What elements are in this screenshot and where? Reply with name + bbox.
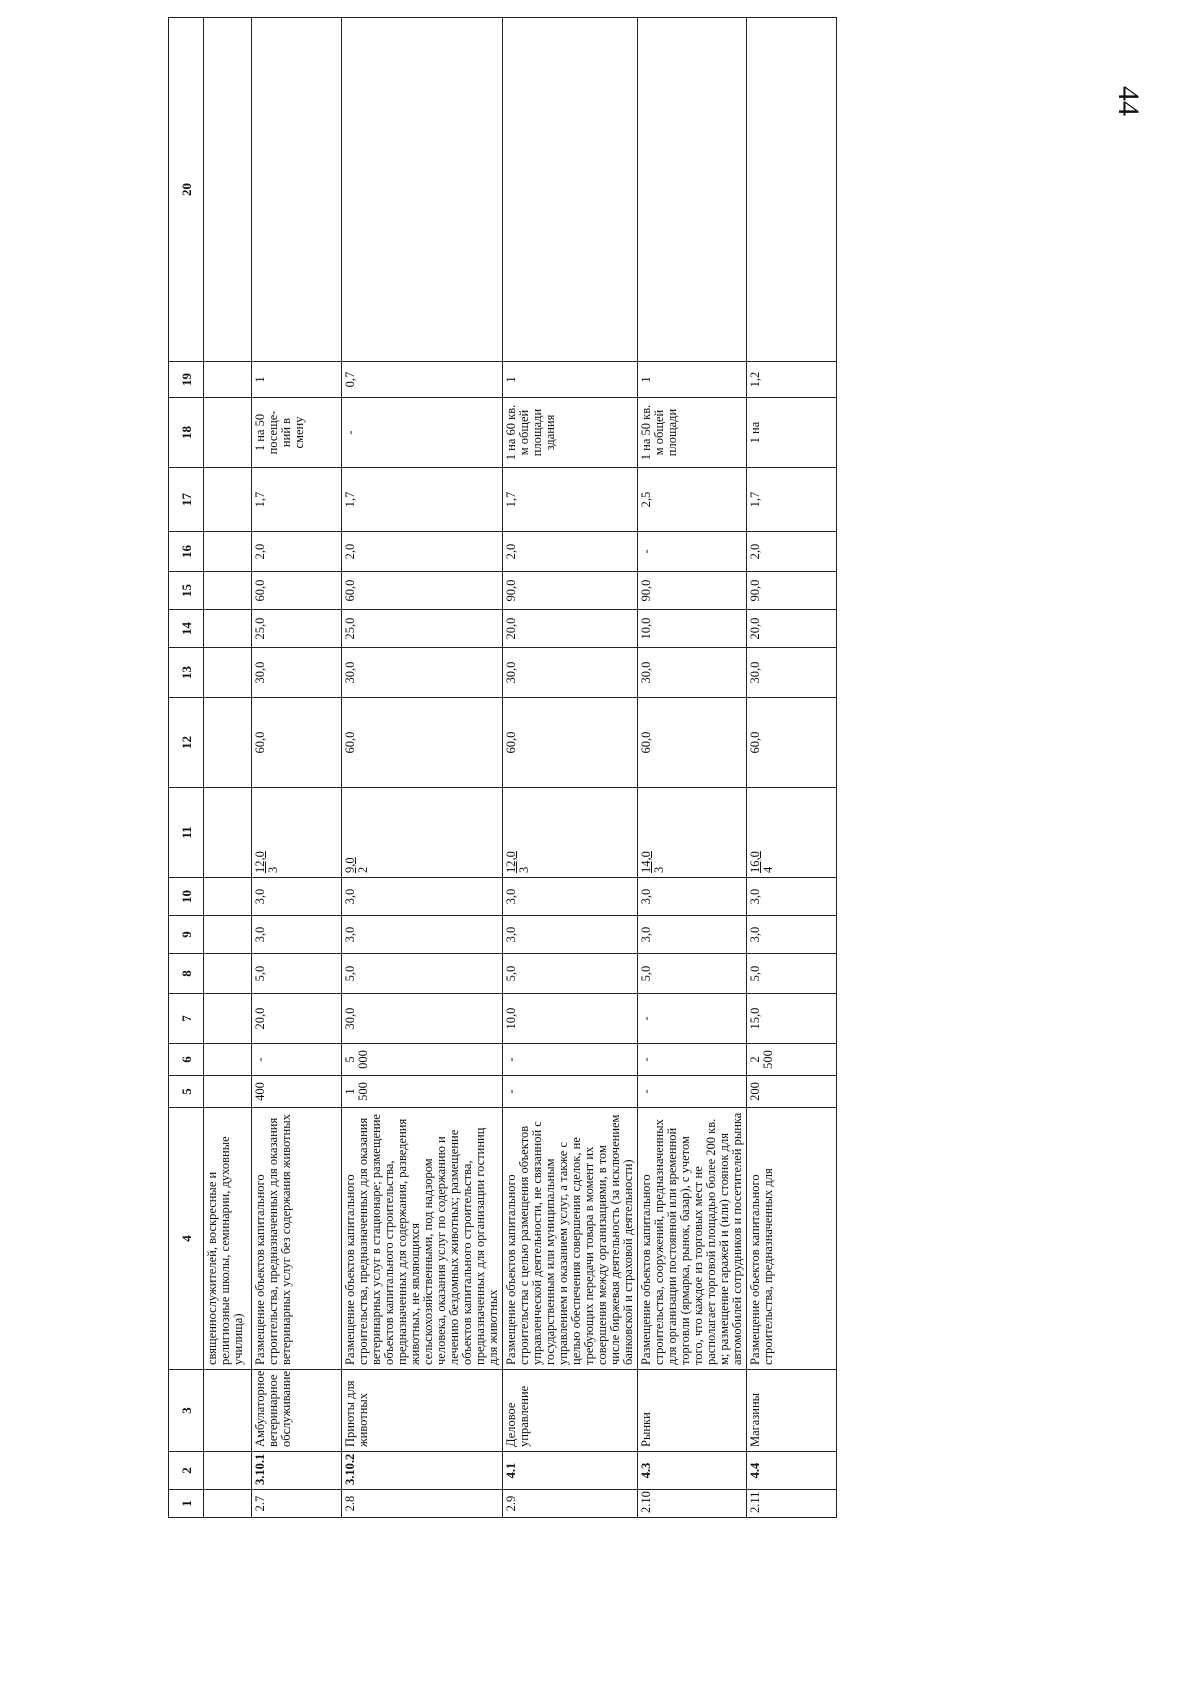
cell-c7: 30,0 — [342, 994, 503, 1044]
cell-c16: - — [638, 532, 747, 572]
cell-fraction — [204, 788, 252, 878]
column-header: 15 — [169, 572, 204, 610]
fraction-numerator: 16,0 — [748, 851, 762, 873]
fraction-numerator: 12,0 — [504, 851, 518, 873]
cell-c7: 10,0 — [503, 994, 638, 1044]
cell-c1: 2.10 — [638, 1490, 747, 1518]
cell-c2: 4.3 — [638, 1452, 747, 1490]
rotated-table-wrapper — [168, 118, 1068, 1518]
column-header: 19 — [169, 362, 204, 398]
column-header: 7 — [169, 994, 204, 1044]
cell-c16: 2,0 — [342, 532, 503, 572]
cell-c8 — [204, 954, 252, 994]
cell-c10: 3,0 — [747, 878, 837, 916]
cell-c18 — [204, 398, 252, 468]
table-body — [204, 18, 837, 1518]
cell-c3: Магазины — [747, 1370, 837, 1452]
cell-c5: - — [638, 1076, 747, 1108]
cell-c6 — [204, 1044, 252, 1076]
cell-c9 — [204, 916, 252, 954]
cell-c15: 90,0 — [503, 572, 638, 610]
cell-c16: 2,0 — [747, 532, 837, 572]
cell-c20 — [252, 18, 342, 362]
cell-c5: - — [503, 1076, 638, 1108]
column-header: 18 — [169, 398, 204, 468]
cell-c3: Приюты для животных — [342, 1370, 503, 1452]
fraction-numerator: 14,0 — [639, 851, 653, 873]
table-row — [747, 18, 837, 1518]
cell-c9: 3,0 — [252, 916, 342, 954]
column-header: 3 — [169, 1370, 204, 1452]
cell-c12: 60,0 — [342, 698, 503, 788]
cell-c1: 2.7 — [252, 1490, 342, 1518]
cell-c3 — [204, 1370, 252, 1452]
cell-c7: 15,0 — [747, 994, 837, 1044]
column-header: 6 — [169, 1044, 204, 1076]
zoning-parameters-table — [168, 17, 837, 1518]
cell-c4: Размещение объектов капитального строительства, сооружений, предназначенных для организации постоянной или временной торговли (ярмарка, рынок, базар), с учетом того, что каждое из торговых мест не располагает торговой площадью более 200 кв. м; размещение гаражей и (или) стоянок для автомобилей сотрудников и посетителей рынка — [638, 1108, 747, 1370]
cell-c15: 60,0 — [342, 572, 503, 610]
cell-c20 — [503, 18, 638, 362]
cell-c2: 4.4 — [747, 1452, 837, 1490]
cell-c15: 90,0 — [638, 572, 747, 610]
cell-fraction — [342, 788, 503, 878]
cell-c16: 2,0 — [503, 532, 638, 572]
cell-c18: 1 на 60 кв. м общей площади здания — [503, 398, 638, 468]
cell-fraction — [252, 788, 342, 878]
cell-c13: 30,0 — [638, 648, 747, 698]
cell-c9: 3,0 — [747, 916, 837, 954]
column-header: 17 — [169, 468, 204, 532]
cell-c14: 25,0 — [252, 610, 342, 648]
cell-c17: 2,5 — [638, 468, 747, 532]
cell-c13: 30,0 — [747, 648, 837, 698]
cell-c1: 2.9 — [503, 1490, 638, 1518]
fraction-denominator: 3 — [266, 866, 280, 873]
cell-c17: 1,7 — [252, 468, 342, 532]
cell-c2: 4.1 — [503, 1452, 638, 1490]
fraction-denominator: 4 — [761, 866, 775, 873]
cell-c14: 10,0 — [638, 610, 747, 648]
cell-c12: 60,0 — [503, 698, 638, 788]
cell-c17: 1,7 — [747, 468, 837, 532]
column-header: 13 — [169, 648, 204, 698]
cell-c12: 60,0 — [638, 698, 747, 788]
cell-fraction — [747, 788, 837, 878]
cell-c4: Размещение объектов капитального строительства, предназначенных для оказания ветеринарных услуг в стационаре; размещение объектов капитального строительства, предназначенных для содержания, разведения животных, не являющихся сельскохозяйственными, под надзором человека, оказания услуг по содержанию и лечению бездомных животных; размещение объектов капитального строительства, предназначенных для организации гостиниц для животных — [342, 1108, 503, 1370]
cell-c18: - — [342, 398, 503, 468]
cell-c1: 2.8 — [342, 1490, 503, 1518]
cell-c17: 1,7 — [503, 468, 638, 532]
cell-c20 — [342, 18, 503, 362]
cell-c9: 3,0 — [638, 916, 747, 954]
cell-c18: 1 на 50 посеще-ний в смену — [252, 398, 342, 468]
cell-c8: 5,0 — [342, 954, 503, 994]
cell-c14 — [204, 610, 252, 648]
column-number-row — [169, 18, 204, 1518]
cell-c20 — [638, 18, 747, 362]
cell-c1: 2.11 — [747, 1490, 837, 1518]
column-header: 8 — [169, 954, 204, 994]
cell-c8: 5,0 — [638, 954, 747, 994]
page-number: 44 — [1112, 86, 1145, 116]
cell-c3: Амбулаторное ветеринарное обслуживание — [252, 1370, 342, 1452]
cell-c19: 0,7 — [342, 362, 503, 398]
cell-c18: 1 на 50 кв. м общей площади — [638, 398, 747, 468]
cell-c13: 30,0 — [342, 648, 503, 698]
cell-c19: 1 — [503, 362, 638, 398]
column-header: 16 — [169, 532, 204, 572]
fraction-denominator: 3 — [652, 866, 666, 873]
cell-c7: - — [638, 994, 747, 1044]
cell-c17: 1,7 — [342, 468, 503, 532]
cell-c7: 20,0 — [252, 994, 342, 1044]
column-header: 9 — [169, 916, 204, 954]
table-row — [342, 18, 503, 1518]
cell-c4: Размещение объектов капитального строительства, предназначенных для оказания ветеринарных услуг без содержания животных — [252, 1108, 342, 1370]
cell-c14: 20,0 — [503, 610, 638, 648]
cell-c10: 3,0 — [342, 878, 503, 916]
cell-c13: 30,0 — [503, 648, 638, 698]
cell-c5: 1 500 — [342, 1076, 503, 1108]
cell-c7 — [204, 994, 252, 1044]
cell-c12: 60,0 — [747, 698, 837, 788]
cell-c8: 5,0 — [747, 954, 837, 994]
column-header: 14 — [169, 610, 204, 648]
column-header: 1 — [169, 1490, 204, 1518]
cell-c2 — [204, 1452, 252, 1490]
cell-c12 — [204, 698, 252, 788]
column-header: 11 — [169, 788, 204, 878]
cell-c6: - — [638, 1044, 747, 1076]
cell-c10: 3,0 — [638, 878, 747, 916]
cell-c16 — [204, 532, 252, 572]
cell-c6: 2 500 — [747, 1044, 837, 1076]
cell-c9: 3,0 — [342, 916, 503, 954]
fraction-numerator: 12,0 — [253, 851, 267, 873]
cell-c20 — [204, 18, 252, 362]
cell-c10: 3,0 — [252, 878, 342, 916]
table-row — [638, 18, 747, 1518]
cell-c13 — [204, 648, 252, 698]
cell-c8: 5,0 — [252, 954, 342, 994]
fraction-denominator: 2 — [356, 866, 370, 873]
cell-c5: 200 — [747, 1076, 837, 1108]
cell-c3: Деловое управление — [503, 1370, 638, 1452]
cell-c20 — [747, 18, 837, 362]
cell-c15: 90,0 — [747, 572, 837, 610]
cell-c6: 5 000 — [342, 1044, 503, 1076]
cell-c18: 1 на — [747, 398, 837, 468]
cell-c5 — [204, 1076, 252, 1108]
cell-c16: 2,0 — [252, 532, 342, 572]
cell-c3: Рынки — [638, 1370, 747, 1452]
table-row — [204, 18, 252, 1518]
cell-c9: 3,0 — [503, 916, 638, 954]
cell-c4: Размещение объектов капитального строительства с целью размещения объектов управленческой деятельности, не связанной с государственным или муниципальным управлением и оказанием услуг, а также с целью обеспечения совершения сделок, не требующих передачи товара в момент их совершения между организациями, в том числе биржевая деятельность (за исключением банковской и страховой деятельности) — [503, 1108, 638, 1370]
cell-c6: - — [252, 1044, 342, 1076]
cell-c10: 3,0 — [503, 878, 638, 916]
cell-fraction — [638, 788, 747, 878]
cell-c14: 25,0 — [342, 610, 503, 648]
cell-c15 — [204, 572, 252, 610]
cell-c14: 20,0 — [747, 610, 837, 648]
cell-c10 — [204, 878, 252, 916]
cell-c17 — [204, 468, 252, 532]
cell-fraction — [503, 788, 638, 878]
cell-c2: 3.10.1 — [252, 1452, 342, 1490]
cell-c19 — [204, 362, 252, 398]
fraction-numerator: 9,0 — [343, 857, 357, 873]
cell-c12: 60,0 — [252, 698, 342, 788]
column-header: 2 — [169, 1452, 204, 1490]
cell-c19: 1 — [252, 362, 342, 398]
cell-c13: 30,0 — [252, 648, 342, 698]
cell-c2: 3.10.2 — [342, 1452, 503, 1490]
cell-c19: 1 — [638, 362, 747, 398]
column-header: 5 — [169, 1076, 204, 1108]
table-row — [503, 18, 638, 1518]
cell-c4: священнослужителей, воскресные и религиозные школы, семинарии, духовные училища) — [204, 1108, 252, 1370]
column-header: 10 — [169, 878, 204, 916]
column-header: 4 — [169, 1108, 204, 1370]
cell-c19: 1,2 — [747, 362, 837, 398]
table-row — [252, 18, 342, 1518]
column-header: 12 — [169, 698, 204, 788]
cell-c5: 400 — [252, 1076, 342, 1108]
cell-c1 — [204, 1490, 252, 1518]
cell-c6: - — [503, 1044, 638, 1076]
cell-c15: 60,0 — [252, 572, 342, 610]
cell-c8: 5,0 — [503, 954, 638, 994]
column-header: 20 — [169, 18, 204, 362]
fraction-denominator: 3 — [517, 866, 531, 873]
cell-c4: Размещение объектов капитального строительства, предназначенных для — [747, 1108, 837, 1370]
